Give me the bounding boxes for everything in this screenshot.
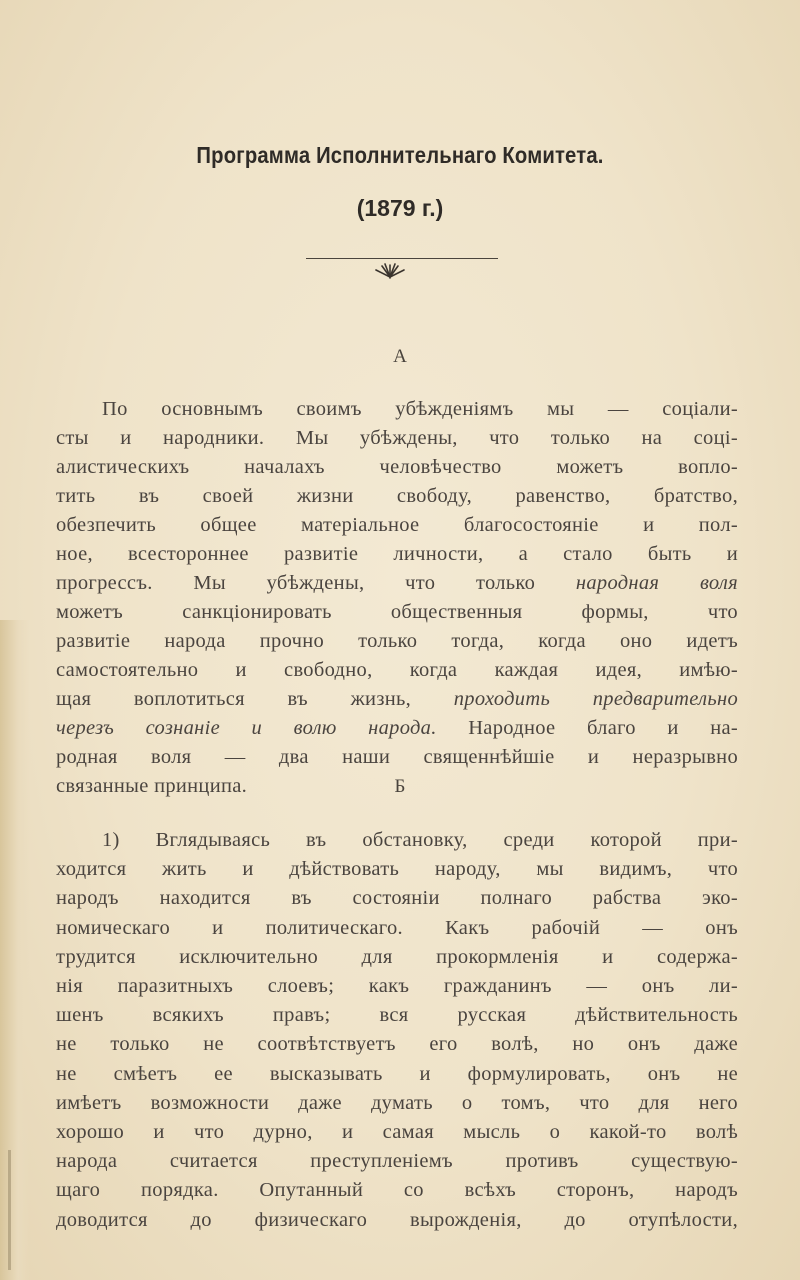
text-line: 1) Вглядываясь въ обстановку, среди которой при- bbox=[102, 829, 738, 851]
text-line: ходится жить и дѣйствовать народу, мы видимъ, что bbox=[56, 858, 738, 881]
italic-phrase: народная воля bbox=[575, 572, 738, 594]
italic-phrase: черезъ сознаніе и волю народа. bbox=[56, 717, 437, 739]
text-line bbox=[56, 598, 738, 627]
text-line: номическаго и политическаго. Какъ рабочій — онъ bbox=[56, 916, 738, 939]
text-segment: тить въ своей жизни свободу, равенство, братство, bbox=[56, 485, 738, 507]
text-line: хорошо и что дурно, и самая мысль о какой-то волѣ bbox=[56, 1121, 738, 1144]
text-line bbox=[56, 424, 738, 453]
text-segment: алистическихъ началахъ человѣчество можетъ вопло- bbox=[56, 456, 738, 478]
section-b-paragraph bbox=[56, 826, 738, 1235]
text-line bbox=[56, 511, 738, 540]
title-divider bbox=[306, 258, 498, 259]
text-line bbox=[56, 569, 738, 598]
text-segment: прогрессъ. Мы убѣждены, что только bbox=[56, 572, 576, 594]
page-binding-shadow bbox=[0, 620, 30, 1280]
text-line bbox=[56, 656, 738, 685]
italic-phrase: проходить предварительно bbox=[453, 688, 738, 710]
text-line: доводится до физическаго вырожденія, до отупѣлости, bbox=[56, 1208, 738, 1231]
text-line bbox=[56, 627, 738, 656]
text-line bbox=[56, 482, 738, 511]
text-segment: По основнымъ своимъ убѣжденіямъ мы — соціали- bbox=[102, 398, 738, 420]
binding-mark bbox=[8, 1150, 11, 1270]
text-segment: ное, всестороннее развитіе личности, а стало быть и bbox=[56, 543, 738, 565]
text-line bbox=[56, 395, 738, 424]
ornament-icon bbox=[372, 262, 408, 280]
text-line: щаго порядка. Опутанный со всѣхъ сторонъ, народъ bbox=[56, 1179, 738, 1202]
text-segment: обезпечить общее матеріальное благосостояніе и пол- bbox=[56, 514, 738, 536]
text-segment: связанные принципа. bbox=[56, 775, 248, 797]
text-segment: сты и народники. Мы убѣждены, что только на соці- bbox=[56, 427, 738, 449]
text-line: шенъ всякихъ правъ; вся русская дѣйствительность bbox=[56, 1004, 738, 1027]
text-line bbox=[56, 714, 738, 743]
text-line: не смѣетъ ее высказывать и формулировать, онъ не bbox=[56, 1062, 738, 1085]
section-a-heading: А bbox=[393, 346, 407, 367]
text-line bbox=[56, 685, 738, 714]
section-b-heading: Б bbox=[394, 776, 406, 797]
text-segment: развитіе народа прочно только тогда, когда оно идетъ bbox=[56, 630, 738, 652]
text-line: нія паразитныхъ слоевъ; какъ гражданинъ — онъ ли- bbox=[56, 975, 738, 998]
document-year: (1879 г.) bbox=[356, 195, 444, 221]
text-segment: Народное благо и на- bbox=[436, 717, 738, 739]
text-line: имѣетъ возможности даже думать о томъ, что для него bbox=[56, 1091, 738, 1114]
text-line: не только не соотвѣтствуетъ его волѣ, но онъ даже bbox=[56, 1033, 738, 1056]
text-line bbox=[56, 453, 738, 482]
text-segment: родная воля — два наши священнѣйшіе и неразрывно bbox=[56, 746, 738, 768]
text-line: народа считается преступленіемъ противъ существую- bbox=[56, 1150, 738, 1173]
document-title: Программа Исполнительнаго Комитета. bbox=[196, 142, 604, 168]
text-segment: щая воплотиться въ жизнь, bbox=[56, 688, 454, 710]
text-line: трудится исключительно для прокормленія и содержа- bbox=[56, 945, 738, 968]
text-segment: можетъ санкціонировать общественныя формы, что bbox=[56, 601, 738, 623]
text-line bbox=[56, 743, 738, 772]
text-segment: самостоятельно и свободно, когда каждая идея, имѣю- bbox=[56, 659, 738, 681]
text-line: народъ находится въ состояніи полнаго рабства эко- bbox=[56, 887, 738, 910]
text-line bbox=[56, 540, 738, 569]
section-a-paragraph bbox=[56, 395, 738, 801]
